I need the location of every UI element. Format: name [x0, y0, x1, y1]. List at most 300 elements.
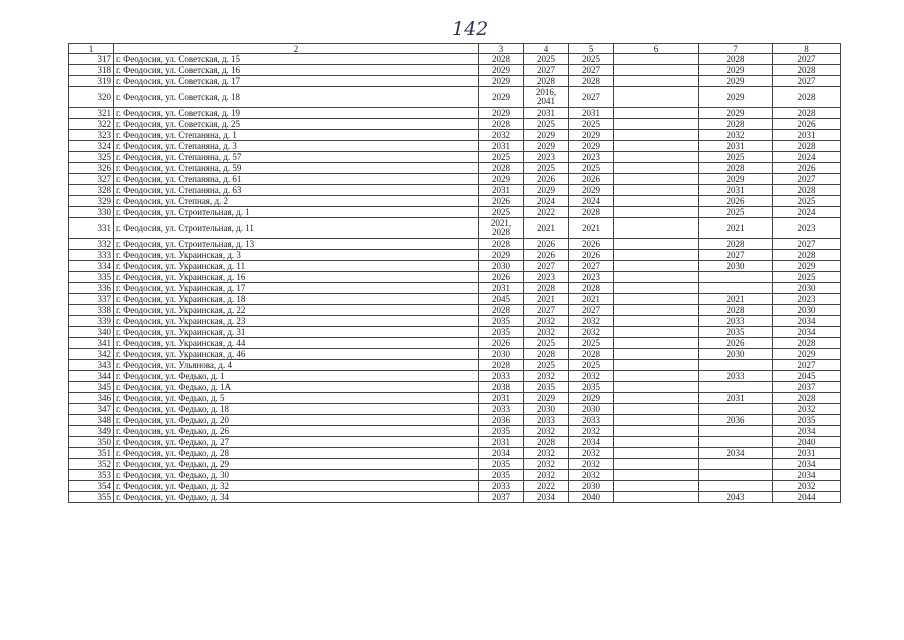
col-8-cell: 2031: [773, 130, 841, 141]
col-4-cell: 2034: [524, 492, 569, 503]
table-row: [69, 141, 841, 152]
table-row: [69, 218, 841, 239]
col-6-cell: [614, 283, 699, 294]
col-3-cell: 2035: [479, 459, 524, 470]
row-number-cell: 335: [69, 272, 114, 283]
col-3-cell: 2033: [479, 371, 524, 382]
col-6-cell: [614, 250, 699, 261]
col-3-cell: 2033: [479, 404, 524, 415]
address-cell: г. Феодосия, ул. Советская, д. 17: [114, 76, 479, 87]
col-5-cell: 2027: [569, 261, 614, 272]
col-8-cell: 2029: [773, 261, 841, 272]
col-7-cell: 2029: [699, 87, 773, 108]
table-row: [69, 393, 841, 404]
column-header: 4: [524, 44, 569, 54]
col-6-cell: [614, 108, 699, 119]
col-8-cell: 2034: [773, 459, 841, 470]
col-8-cell: 2037: [773, 382, 841, 393]
col-3-cell: 2026: [479, 272, 524, 283]
col-4-cell: 2021: [524, 294, 569, 305]
col-7-cell: [699, 470, 773, 481]
col-7-cell: 2043: [699, 492, 773, 503]
col-6-cell: [614, 207, 699, 218]
col-5-cell: 2027: [569, 65, 614, 76]
table-row: [69, 305, 841, 316]
table-row: [69, 152, 841, 163]
col-4-cell: 2025: [524, 163, 569, 174]
col-4-cell: 2029: [524, 141, 569, 152]
col-7-cell: 2032: [699, 130, 773, 141]
col-4-cell: 2027: [524, 305, 569, 316]
address-cell: г. Феодосия, ул. Советская, д. 15: [114, 54, 479, 65]
col-6-cell: [614, 448, 699, 459]
address-cell: г. Феодосия, ул. Советская, д. 25: [114, 119, 479, 130]
col-3-cell: 2029: [479, 108, 524, 119]
row-number-cell: 352: [69, 459, 114, 470]
table-row: [69, 163, 841, 174]
col-8-cell: 2028: [773, 65, 841, 76]
page-number: 142: [452, 18, 489, 40]
table-row: [69, 87, 841, 108]
col-3-cell: 2035: [479, 426, 524, 437]
address-cell: г. Феодосия, ул. Украинская, д. 3: [114, 250, 479, 261]
table-header-row: [69, 44, 841, 54]
address-cell: г. Феодосия, ул. Федько, д. 1А: [114, 382, 479, 393]
col-5-cell: 2031: [569, 108, 614, 119]
col-4-cell: 2032: [524, 371, 569, 382]
col-6-cell: [614, 360, 699, 371]
col-5-cell: 2032: [569, 316, 614, 327]
col-6-cell: [614, 305, 699, 316]
col-7-cell: 2028: [699, 163, 773, 174]
table-row: [69, 338, 841, 349]
address-cell: г. Феодосия, ул. Украинская, д. 17: [114, 283, 479, 294]
address-cell: г. Феодосия, ул. Украинская, д. 18: [114, 294, 479, 305]
address-cell: г. Феодосия, ул. Украинская, д. 31: [114, 327, 479, 338]
row-number-cell: 339: [69, 316, 114, 327]
table-row: [69, 448, 841, 459]
address-cell: г. Феодосия, ул. Федько, д. 29: [114, 459, 479, 470]
col-5-cell: 2032: [569, 470, 614, 481]
col-8-cell: 2025: [773, 196, 841, 207]
table-row: [69, 492, 841, 503]
address-cell: г. Феодосия, ул. Строительная, д. 11: [114, 218, 479, 239]
col-5-cell: 2032: [569, 426, 614, 437]
row-number-cell: 328: [69, 185, 114, 196]
col-3-cell: 2029: [479, 65, 524, 76]
col-8-cell: 2023: [773, 294, 841, 305]
col-6-cell: [614, 76, 699, 87]
col-6-cell: [614, 272, 699, 283]
table-row: [69, 130, 841, 141]
col-8-cell: 2030: [773, 305, 841, 316]
col-4-cell: 2025: [524, 338, 569, 349]
col-6-cell: [614, 174, 699, 185]
col-8-cell: 2023: [773, 218, 841, 239]
col-4-cell: 2032: [524, 448, 569, 459]
address-cell: г. Феодосия, ул. Ульянова, д. 4: [114, 360, 479, 371]
row-number-cell: 325: [69, 152, 114, 163]
col-4-cell: 2023: [524, 152, 569, 163]
col-4-cell: 2032: [524, 426, 569, 437]
col-3-cell: 2028: [479, 239, 524, 250]
col-6-cell: [614, 130, 699, 141]
col-4-cell: 2016, 2041: [524, 87, 569, 108]
address-cell: г. Феодосия, ул. Украинская, д. 16: [114, 272, 479, 283]
col-3-cell: 2028: [479, 163, 524, 174]
col-7-cell: [699, 459, 773, 470]
col-4-cell: 2029: [524, 393, 569, 404]
col-6-cell: [614, 185, 699, 196]
col-4-cell: 2032: [524, 327, 569, 338]
col-8-cell: 2044: [773, 492, 841, 503]
address-cell: г. Феодосия, ул. Федько, д. 34: [114, 492, 479, 503]
col-8-cell: 2028: [773, 393, 841, 404]
row-number-cell: 317: [69, 54, 114, 65]
col-7-cell: [699, 426, 773, 437]
col-3-cell: 2035: [479, 470, 524, 481]
col-8-cell: 2027: [773, 360, 841, 371]
col-4-cell: 2025: [524, 119, 569, 130]
address-cell: г. Феодосия, ул. Степаняна, д. 1: [114, 130, 479, 141]
table-row: [69, 294, 841, 305]
col-7-cell: 2021: [699, 218, 773, 239]
col-3-cell: 2028: [479, 119, 524, 130]
col-4-cell: 2025: [524, 360, 569, 371]
col-7-cell: 2033: [699, 316, 773, 327]
col-6-cell: [614, 371, 699, 382]
col-8-cell: 2034: [773, 470, 841, 481]
col-8-cell: 2028: [773, 87, 841, 108]
col-6-cell: [614, 338, 699, 349]
col-3-cell: 2026: [479, 196, 524, 207]
col-3-cell: 2029: [479, 87, 524, 108]
col-3-cell: 2029: [479, 76, 524, 87]
col-3-cell: 2029: [479, 174, 524, 185]
table-row: [69, 272, 841, 283]
col-5-cell: 2027: [569, 87, 614, 108]
col-6-cell: [614, 437, 699, 448]
col-5-cell: 2033: [569, 415, 614, 426]
row-number-cell: 336: [69, 283, 114, 294]
col-7-cell: 2036: [699, 415, 773, 426]
col-7-cell: 2026: [699, 196, 773, 207]
col-3-cell: 2031: [479, 393, 524, 404]
address-cell: г. Феодосия, ул. Степаняна, д. 57: [114, 152, 479, 163]
col-4-cell: 2035: [524, 382, 569, 393]
col-7-cell: 2030: [699, 349, 773, 360]
col-8-cell: 2029: [773, 349, 841, 360]
address-cell: г. Феодосия, ул. Федько, д. 32: [114, 481, 479, 492]
address-cell: г. Феодосия, ул. Советская, д. 16: [114, 65, 479, 76]
col-4-cell: 2032: [524, 459, 569, 470]
table-row: [69, 327, 841, 338]
table-row: [69, 459, 841, 470]
row-number-cell: 338: [69, 305, 114, 316]
row-number-cell: 343: [69, 360, 114, 371]
col-8-cell: 2024: [773, 207, 841, 218]
col-7-cell: 2028: [699, 239, 773, 250]
col-6-cell: [614, 119, 699, 130]
col-7-cell: [699, 481, 773, 492]
col-3-cell: 2037: [479, 492, 524, 503]
table-row: [69, 119, 841, 130]
row-number-cell: 349: [69, 426, 114, 437]
col-8-cell: 2027: [773, 76, 841, 87]
row-number-cell: 321: [69, 108, 114, 119]
col-6-cell: [614, 415, 699, 426]
col-5-cell: 2032: [569, 327, 614, 338]
col-7-cell: 2026: [699, 338, 773, 349]
col-4-cell: 2022: [524, 207, 569, 218]
col-3-cell: 2028: [479, 360, 524, 371]
table-row: [69, 65, 841, 76]
col-4-cell: 2021: [524, 218, 569, 239]
col-6-cell: [614, 152, 699, 163]
col-6-cell: [614, 470, 699, 481]
row-number-cell: 348: [69, 415, 114, 426]
col-5-cell: 2025: [569, 54, 614, 65]
col-5-cell: 2025: [569, 119, 614, 130]
col-4-cell: 2025: [524, 54, 569, 65]
col-4-cell: 2024: [524, 196, 569, 207]
row-number-cell: 331: [69, 218, 114, 239]
col-6-cell: [614, 141, 699, 152]
col-5-cell: 2025: [569, 338, 614, 349]
col-8-cell: 2032: [773, 404, 841, 415]
col-8-cell: 2028: [773, 250, 841, 261]
col-4-cell: 2028: [524, 349, 569, 360]
col-3-cell: 2036: [479, 415, 524, 426]
col-7-cell: 2028: [699, 119, 773, 130]
col-5-cell: 2032: [569, 371, 614, 382]
table-row: [69, 261, 841, 272]
col-5-cell: 2024: [569, 196, 614, 207]
col-6-cell: [614, 382, 699, 393]
column-header: 6: [614, 44, 699, 54]
col-3-cell: 2025: [479, 207, 524, 218]
col-5-cell: 2026: [569, 250, 614, 261]
address-cell: г. Феодосия, ул. Строительная, д. 13: [114, 239, 479, 250]
column-header: 7: [699, 44, 773, 54]
row-number-cell: 344: [69, 371, 114, 382]
col-5-cell: 2034: [569, 437, 614, 448]
row-number-cell: 341: [69, 338, 114, 349]
col-5-cell: 2029: [569, 393, 614, 404]
row-number-cell: 327: [69, 174, 114, 185]
row-number-cell: 351: [69, 448, 114, 459]
address-cell: г. Феодосия, ул. Украинская, д. 46: [114, 349, 479, 360]
col-6-cell: [614, 218, 699, 239]
col-5-cell: 2021: [569, 218, 614, 239]
col-5-cell: 2025: [569, 360, 614, 371]
col-8-cell: 2032: [773, 481, 841, 492]
column-header: 5: [569, 44, 614, 54]
col-7-cell: [699, 360, 773, 371]
col-8-cell: 2027: [773, 174, 841, 185]
col-4-cell: 2033: [524, 415, 569, 426]
col-6-cell: [614, 239, 699, 250]
row-number-cell: 329: [69, 196, 114, 207]
col-8-cell: 2034: [773, 327, 841, 338]
col-3-cell: 2035: [479, 327, 524, 338]
table-row: [69, 76, 841, 87]
address-cell: г. Феодосия, ул. Украинская, д. 44: [114, 338, 479, 349]
col-4-cell: 2031: [524, 108, 569, 119]
col-5-cell: 2023: [569, 272, 614, 283]
address-cell: г. Феодосия, ул. Степаняна, д. 63: [114, 185, 479, 196]
col-5-cell: 2026: [569, 174, 614, 185]
col-4-cell: 2027: [524, 261, 569, 272]
col-5-cell: 2028: [569, 283, 614, 294]
col-3-cell: 2030: [479, 261, 524, 272]
table-row: [69, 349, 841, 360]
col-8-cell: 2028: [773, 338, 841, 349]
col-8-cell: 2028: [773, 108, 841, 119]
address-cell: г. Феодосия, ул. Федько, д. 1: [114, 371, 479, 382]
col-7-cell: 2029: [699, 108, 773, 119]
table-row: [69, 174, 841, 185]
row-number-cell: 350: [69, 437, 114, 448]
col-6-cell: [614, 294, 699, 305]
col-4-cell: 2028: [524, 76, 569, 87]
col-8-cell: 2028: [773, 185, 841, 196]
address-cell: г. Феодосия, ул. Федько, д. 28: [114, 448, 479, 459]
row-number-cell: 353: [69, 470, 114, 481]
col-4-cell: 2032: [524, 316, 569, 327]
col-5-cell: 2025: [569, 163, 614, 174]
col-5-cell: 2028: [569, 76, 614, 87]
col-3-cell: 2030: [479, 349, 524, 360]
col-7-cell: 2035: [699, 327, 773, 338]
row-number-cell: 332: [69, 239, 114, 250]
col-4-cell: 2030: [524, 404, 569, 415]
address-cell: г. Феодосия, ул. Строительная, д. 1: [114, 207, 479, 218]
col-8-cell: 2034: [773, 426, 841, 437]
col-8-cell: 2024: [773, 152, 841, 163]
col-7-cell: 2031: [699, 185, 773, 196]
column-header: 1: [69, 44, 114, 54]
table-row: [69, 426, 841, 437]
col-6-cell: [614, 393, 699, 404]
table-row: [69, 239, 841, 250]
address-cell: г. Феодосия, ул. Федько, д. 20: [114, 415, 479, 426]
row-number-cell: 320: [69, 87, 114, 108]
table-row: [69, 108, 841, 119]
address-cell: г. Феодосия, ул. Федько, д. 5: [114, 393, 479, 404]
col-7-cell: [699, 382, 773, 393]
col-4-cell: 2029: [524, 130, 569, 141]
col-5-cell: 2029: [569, 185, 614, 196]
col-7-cell: 2031: [699, 393, 773, 404]
col-4-cell: 2029: [524, 185, 569, 196]
column-header: 8: [773, 44, 841, 54]
table-row: [69, 207, 841, 218]
row-number-cell: 354: [69, 481, 114, 492]
table-row: [69, 185, 841, 196]
col-3-cell: 2031: [479, 141, 524, 152]
col-6-cell: [614, 404, 699, 415]
table-row: [69, 196, 841, 207]
col-4-cell: 2028: [524, 283, 569, 294]
address-cell: г. Феодосия, ул. Федько, д. 27: [114, 437, 479, 448]
row-number-cell: 340: [69, 327, 114, 338]
col-8-cell: 2045: [773, 371, 841, 382]
row-number-cell: 322: [69, 119, 114, 130]
col-5-cell: 2032: [569, 459, 614, 470]
col-5-cell: 2026: [569, 239, 614, 250]
row-number-cell: 346: [69, 393, 114, 404]
address-cell: г. Феодосия, ул. Украинская, д. 23: [114, 316, 479, 327]
col-8-cell: 2027: [773, 239, 841, 250]
col-6-cell: [614, 349, 699, 360]
col-5-cell: 2040: [569, 492, 614, 503]
col-4-cell: 2026: [524, 250, 569, 261]
col-8-cell: 2026: [773, 163, 841, 174]
col-6-cell: [614, 492, 699, 503]
table-row: [69, 360, 841, 371]
col-8-cell: 2030: [773, 283, 841, 294]
row-number-cell: 323: [69, 130, 114, 141]
col-6-cell: [614, 261, 699, 272]
address-cell: г. Феодосия, ул. Федько, д. 26: [114, 426, 479, 437]
address-cell: г. Феодосия, ул. Федько, д. 30: [114, 470, 479, 481]
col-7-cell: 2021: [699, 294, 773, 305]
address-cell: г. Феодосия, ул. Украинская, д. 22: [114, 305, 479, 316]
col-3-cell: 2038: [479, 382, 524, 393]
col-7-cell: [699, 283, 773, 294]
col-8-cell: 2035: [773, 415, 841, 426]
col-6-cell: [614, 426, 699, 437]
row-number-cell: 324: [69, 141, 114, 152]
col-7-cell: 2025: [699, 152, 773, 163]
col-4-cell: 2026: [524, 174, 569, 185]
col-8-cell: 2031: [773, 448, 841, 459]
col-3-cell: 2021, 2028: [479, 218, 524, 239]
col-6-cell: [614, 459, 699, 470]
row-number-cell: 337: [69, 294, 114, 305]
col-6-cell: [614, 327, 699, 338]
col-7-cell: 2033: [699, 371, 773, 382]
col-5-cell: 2029: [569, 141, 614, 152]
address-cell: г. Феодосия, ул. Советская, д. 19: [114, 108, 479, 119]
col-3-cell: 2029: [479, 250, 524, 261]
row-number-cell: 326: [69, 163, 114, 174]
col-6-cell: [614, 87, 699, 108]
col-6-cell: [614, 196, 699, 207]
col-4-cell: 2022: [524, 481, 569, 492]
col-4-cell: 2032: [524, 470, 569, 481]
col-8-cell: 2027: [773, 54, 841, 65]
table-row: [69, 481, 841, 492]
col-7-cell: [699, 404, 773, 415]
table-row: [69, 371, 841, 382]
col-6-cell: [614, 65, 699, 76]
col-6-cell: [614, 163, 699, 174]
col-7-cell: 2025: [699, 207, 773, 218]
table-row: [69, 283, 841, 294]
col-5-cell: 2028: [569, 207, 614, 218]
col-4-cell: 2027: [524, 65, 569, 76]
col-3-cell: 2026: [479, 338, 524, 349]
col-3-cell: 2028: [479, 54, 524, 65]
col-3-cell: 2031: [479, 283, 524, 294]
table-row: [69, 316, 841, 327]
address-cell: г. Феодосия, ул. Степаняна, д. 61: [114, 174, 479, 185]
col-7-cell: 2027: [699, 250, 773, 261]
col-5-cell: 2028: [569, 349, 614, 360]
table-row: [69, 404, 841, 415]
